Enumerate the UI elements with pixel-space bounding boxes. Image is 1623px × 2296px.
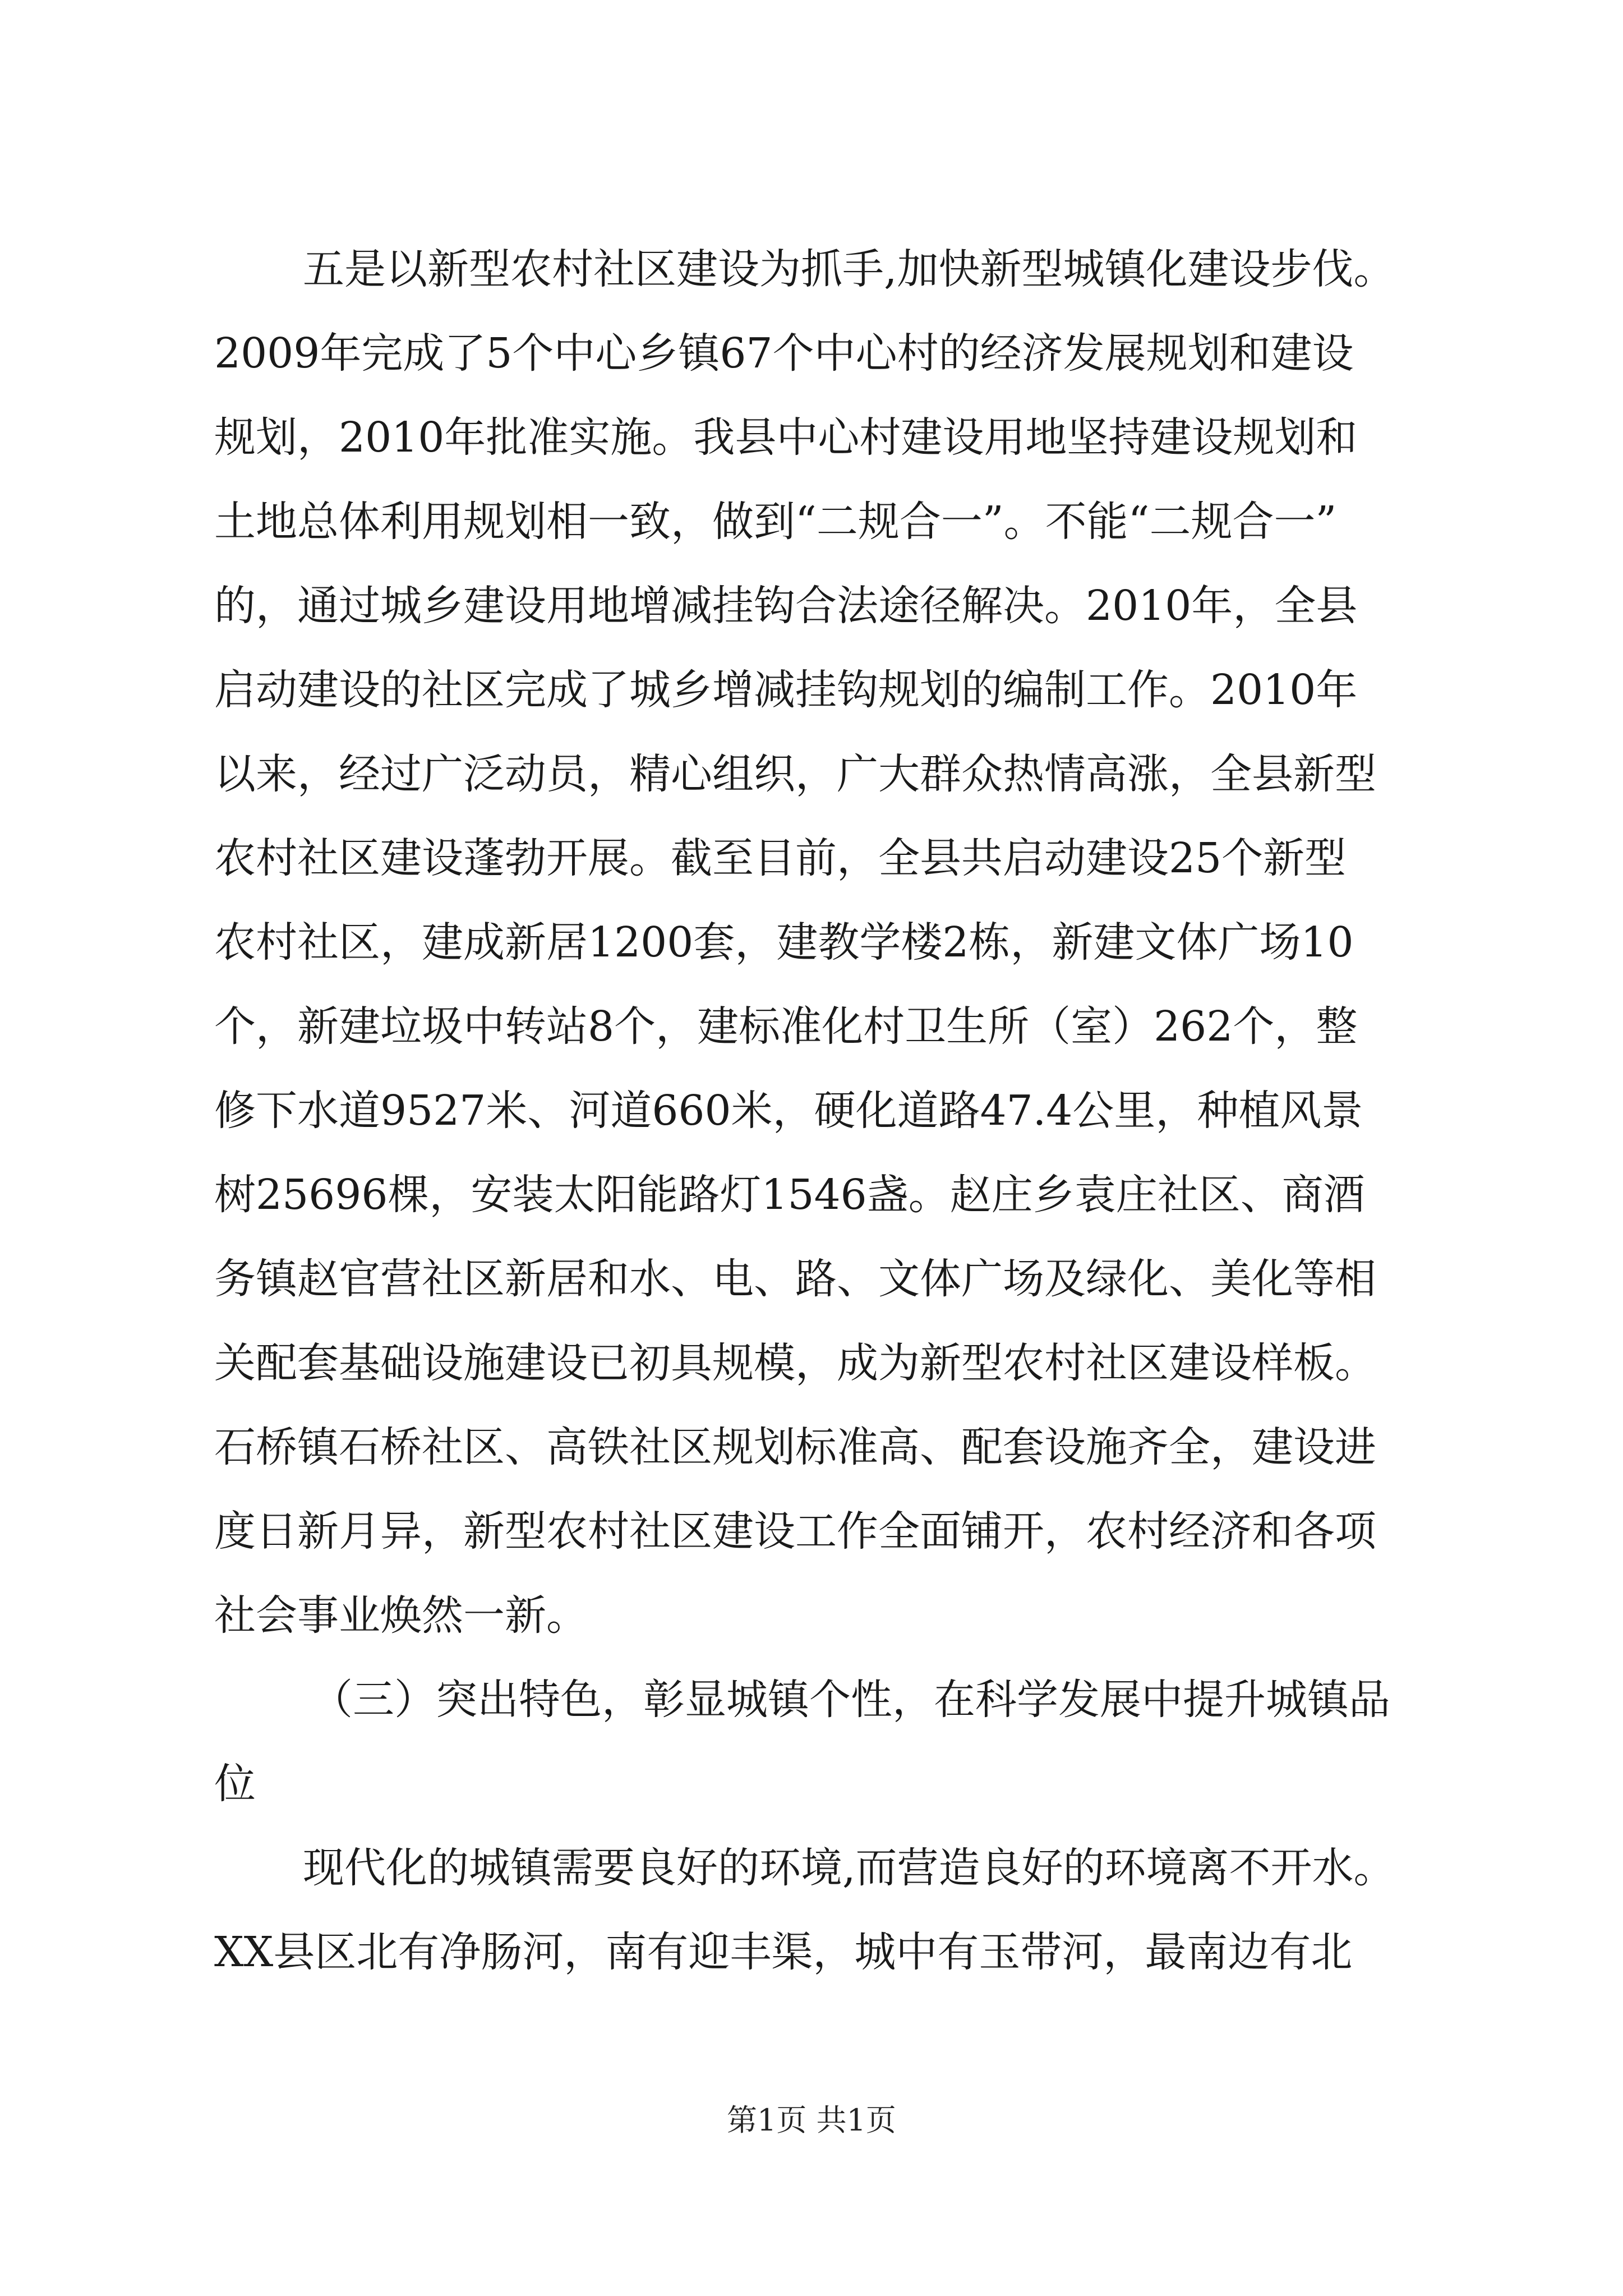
paragraph-line: XX县区北有净肠河，南有迎丰渠，城中有玉带河，最南边有北 [214, 1928, 1353, 1976]
paragraph-line: 社会事业焕然一新。 [214, 1591, 588, 1640]
paragraph-line: 石桥镇石桥社区、高铁社区规划标准高、配套设施齐全，建设进 [214, 1423, 1376, 1471]
paragraph-line: 五是以新型农村社区建设为抓手,加快新型城镇化建设步伐。 [303, 245, 1395, 293]
paragraph-line: 现代化的城镇需要良好的环境,而营造良好的环境离不开水。 [303, 1844, 1395, 1892]
section-heading-line: 位 [214, 1760, 256, 1808]
paragraph-line: 规划，2010年批准实施。我县中心村建设用地坚持建设规划和 [214, 413, 1358, 462]
paragraph-line: 修下水道9527米、河道660米，硬化道路47.4公里，种植风景 [214, 1087, 1363, 1135]
paragraph-line: 土地总体利用规划相一致，做到“二规合一”。不能“二规合一” [214, 498, 1337, 546]
paragraph-line: 树25696棵，安装太阳能路灯1546盏。赵庄乡袁庄社区、商酒 [214, 1171, 1365, 1219]
paragraph-line: 启动建设的社区完成了城乡增减挂钩规划的编制工作。2010年 [214, 666, 1358, 714]
paragraph-line: 务镇赵官营社区新居和水、电、路、文体广场及绿化、美化等相 [214, 1255, 1376, 1303]
page-number-footer: 第1页 共1页 [727, 2102, 896, 2138]
section-heading-line: （三）突出特色，彰显城镇个性，在科学发展中提升城镇品 [311, 1676, 1390, 1724]
paragraph-line: 2009年完成了5个中心乡镇67个中心村的经济发展规划和建设 [214, 329, 1354, 378]
paragraph-line: 农村社区建设蓬勃开展。截至目前，全县共启动建设25个新型 [214, 834, 1347, 882]
paragraph-line: 以来，经过广泛动员，精心组织，广大群众热情高涨，全县新型 [214, 750, 1376, 798]
paragraph-line: 关配套基础设施建设已初具规模，成为新型农村社区建设样板。 [214, 1339, 1376, 1387]
paragraph-line: 的，通过城乡建设用地增减挂钩合法途径解决。2010年，全县 [214, 582, 1358, 630]
paragraph-line: 度日新月异，新型农村社区建设工作全面铺开，农村经济和各项 [214, 1507, 1376, 1556]
paragraph-line: 农村社区，建成新居1200套，建教学楼2栋，新建文体广场10 [214, 918, 1354, 967]
paragraph-line: 个，新建垃圾中转站8个，建标准化村卫生所（室）262个，整 [214, 1002, 1358, 1051]
